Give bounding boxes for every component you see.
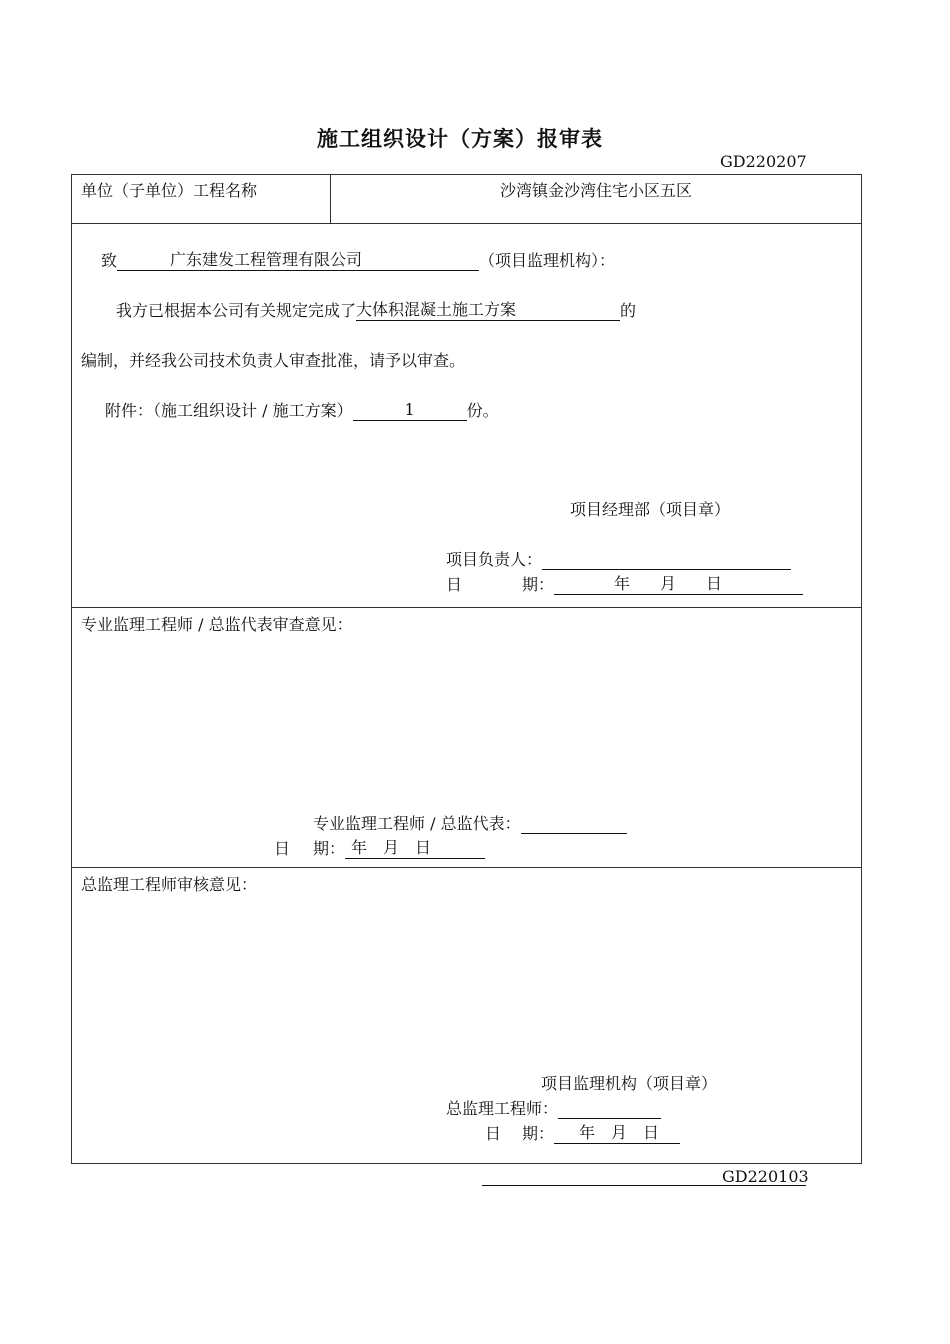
project-manager-label: 项目负责人：	[446, 550, 543, 569]
attachment-prefix: 附件：（施工组织设计 / 施工方案）	[105, 401, 353, 420]
plan-name: 大体积混凝土施工方案	[356, 300, 517, 319]
supervisor-signature-field[interactable]	[521, 815, 627, 834]
chief-date-field[interactable]	[554, 1124, 680, 1144]
statement-line-1	[116, 298, 636, 321]
row-divider-section2	[72, 867, 861, 868]
chief-date-line	[485, 1121, 680, 1144]
form-code-bottom: GD220103	[722, 1167, 809, 1186]
row-divider-header	[72, 223, 861, 224]
project-name-label: 单位（子单位）工程名称	[81, 181, 258, 200]
supervisor-date-field[interactable]	[345, 839, 485, 859]
statement-line-2: 编制，并经我公司技术负责人审查批准，请予以审查。	[81, 351, 466, 370]
date-label-period: 期：	[313, 839, 346, 858]
chief-review-heading: 总监理工程师审核意见：	[81, 875, 258, 894]
date-month: 月	[383, 838, 400, 857]
date-month: 月	[611, 1123, 628, 1142]
addressee-suffix: （项目监理机构）：	[479, 251, 616, 270]
to-prefix: 致	[101, 251, 118, 270]
project-manager-line	[446, 547, 791, 570]
date-day: 日	[415, 838, 432, 857]
contractor-stamp-label: 项目经理部（项目章）	[570, 500, 731, 519]
project-name-value: 沙湾镇金沙湾住宅小区五区	[499, 181, 692, 200]
chief-sign-line	[446, 1096, 661, 1119]
contractor-date-field[interactable]	[554, 575, 803, 595]
statement-suffix: 的	[620, 301, 637, 320]
approval-form	[71, 174, 862, 1164]
supervisor-sign-line	[313, 811, 627, 834]
statement-prefix: 我方已根据本公司有关规定完成了	[116, 301, 357, 320]
row-divider-section1	[72, 607, 861, 608]
date-day: 日	[643, 1123, 660, 1142]
addressee-org: 广东建发工程管理有限公司	[170, 250, 363, 269]
supervision-stamp-label: 项目监理机构（项目章）	[541, 1074, 718, 1093]
date-year: 年	[614, 574, 631, 593]
supervisor-date-line	[274, 836, 485, 859]
date-year: 年	[351, 838, 368, 857]
supervisor-sign-label: 专业监理工程师 / 总监代表：	[313, 814, 521, 833]
date-label-period: 期：	[522, 1124, 555, 1143]
addressee-line	[101, 248, 615, 271]
chief-signature-field[interactable]	[558, 1100, 661, 1119]
addressee-org-field	[117, 251, 479, 271]
plan-name-field	[356, 301, 620, 321]
date-label-period: 期：	[522, 575, 555, 594]
chief-sign-label: 总监理工程师：	[446, 1099, 559, 1118]
attachment-line	[105, 398, 499, 421]
date-label-day-char: 日	[485, 1124, 502, 1143]
date-label-day-char: 日	[274, 839, 291, 858]
page-title: 施工组织设计（方案）报审表	[317, 126, 603, 151]
form-code-top: GD220207	[720, 152, 807, 171]
project-manager-signature-field[interactable]	[542, 551, 791, 570]
date-year: 年	[579, 1123, 596, 1142]
contractor-date-line	[446, 572, 803, 595]
attachment-count-field	[353, 401, 467, 421]
attachment-count: 1	[404, 400, 415, 419]
date-day: 日	[706, 574, 723, 593]
date-label-day-char: 日	[446, 575, 463, 594]
attachment-suffix: 份。	[466, 401, 499, 420]
supervisor-review-heading: 专业监理工程师 / 总监代表审查意见：	[81, 615, 353, 634]
date-month: 月	[660, 574, 677, 593]
